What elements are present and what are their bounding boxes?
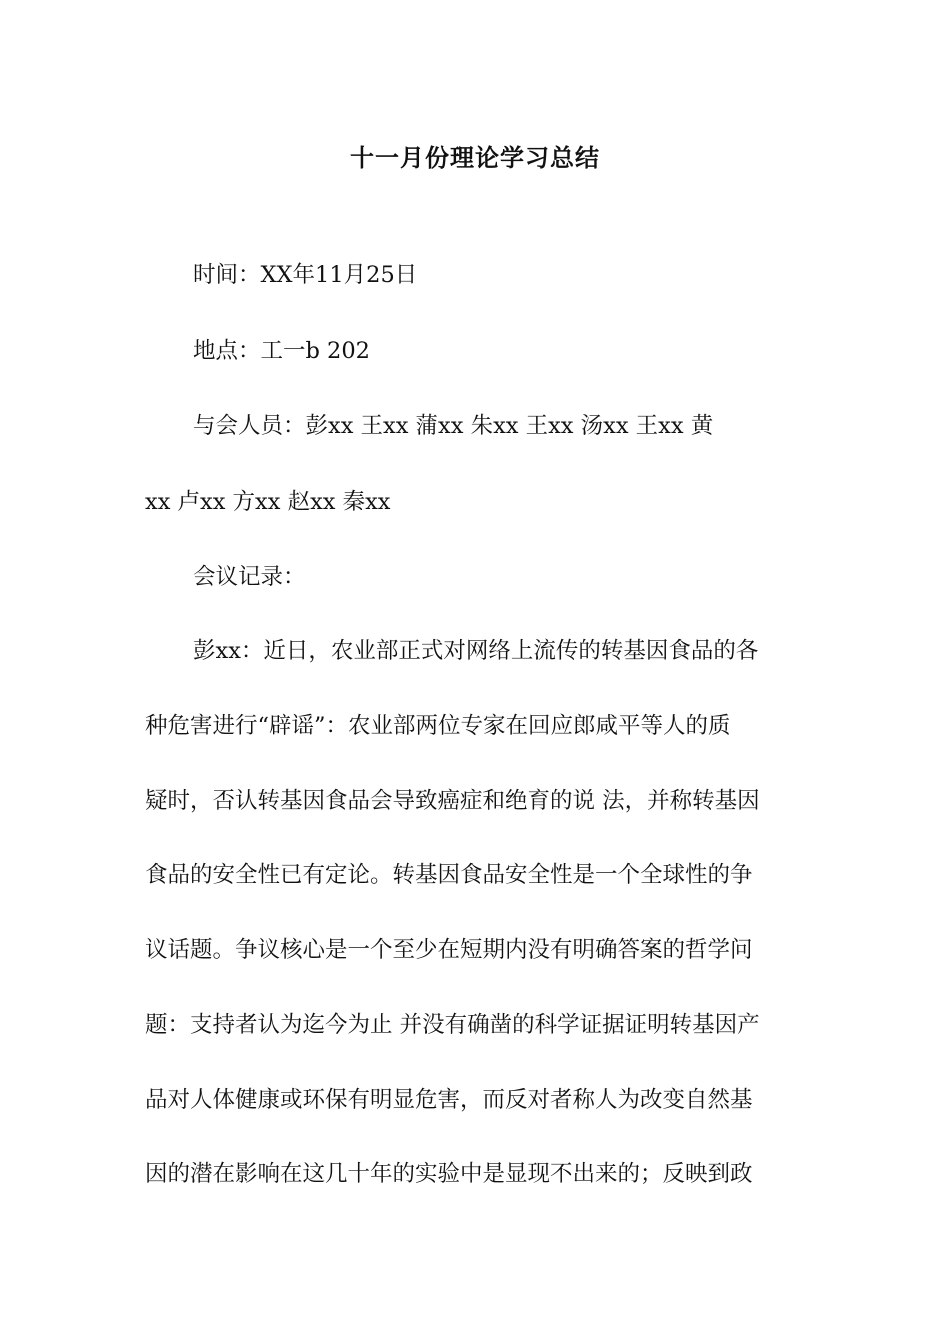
meeting-time: 时间：XX年11月25日: [193, 262, 418, 288]
body-line: 题：支持者认为迄今为止 并没有确凿的科学证据证明转基因产: [145, 1012, 760, 1038]
body-line: 因的潜在影响在这几十年的实验中是显现不出来的；反映到政: [145, 1161, 753, 1187]
document-title: 十一月份理论学习总结: [350, 143, 600, 172]
body-line: 彭xx：近日，农业部正式对网络上流传的转基因食品的各: [193, 638, 759, 664]
body-line: 议话题。争议核心是一个至少在短期内没有明确答案的哲学问: [145, 937, 753, 963]
body-line: 疑时，否认转基因食品会导致癌症和绝育的说 法，并称转基因: [145, 788, 760, 814]
body-line: 品对人体健康或环保有明显危害，而反对者称人为改变自然基: [145, 1087, 753, 1113]
body-line: 食品的安全性已有定论。转基因食品安全性是一个全球性的争: [145, 862, 753, 888]
minutes-label: 会议记录：: [193, 564, 306, 590]
attendees-line-2: xx 卢xx 方xx 赵xx 秦xx: [145, 489, 391, 515]
meeting-place: 地点：工一b 202: [193, 338, 371, 364]
body-line: 种危害进行“辟谣”：农业部两位专家在回应郎咸平等人的质: [145, 713, 731, 739]
attendees-line-1: 与会人员：彭xx 王xx 蒲xx 朱xx 王xx 汤xx 王xx 黄: [193, 413, 714, 439]
